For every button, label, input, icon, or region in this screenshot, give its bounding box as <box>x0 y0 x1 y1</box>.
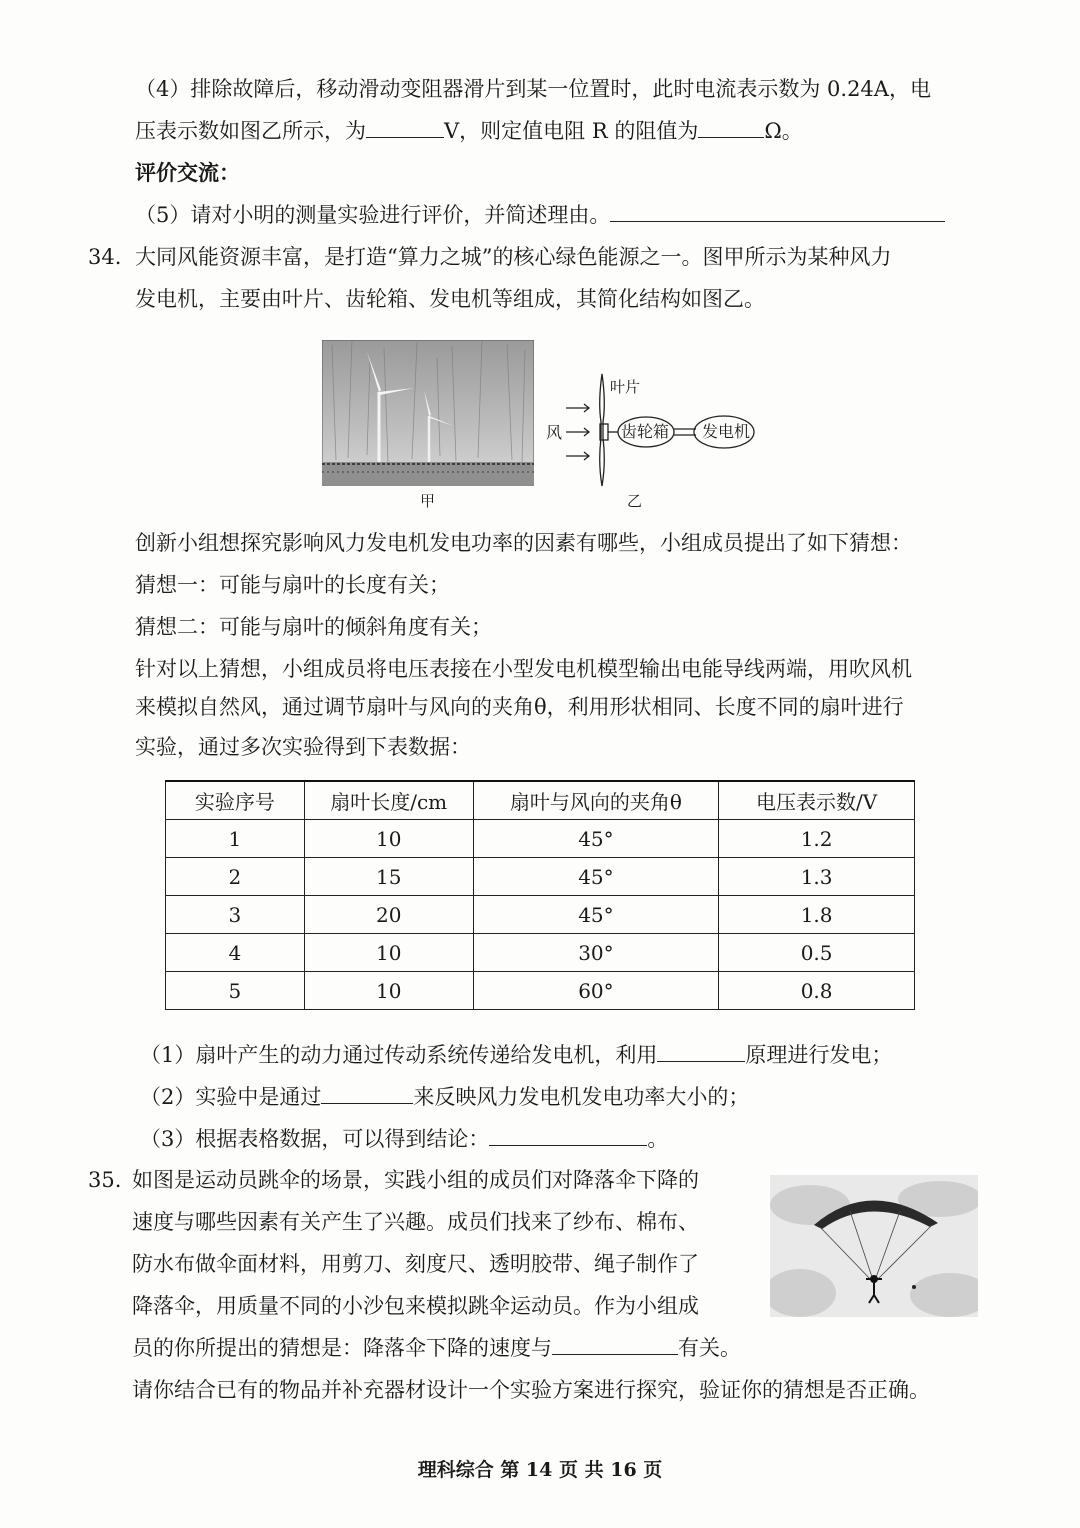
table-cell: 10 <box>304 934 473 972</box>
table-row <box>166 896 915 934</box>
table-cell: 3 <box>166 896 305 934</box>
generator-label: 发电机 <box>702 422 751 441</box>
q34-sub2-text-a: （2）实验中是通过 <box>140 1085 322 1109</box>
q33-part4-line2 <box>135 116 803 146</box>
table-cell: 4 <box>166 934 305 972</box>
table-row <box>166 972 915 1010</box>
table-cell: 1.3 <box>719 858 915 896</box>
question-34-number: 34. <box>88 245 122 269</box>
q34-text-line4: 实验，通过多次实验得到下表数据： <box>135 735 471 759</box>
q35-line4: 降落伞，用质量不同的小沙包来模拟跳伞运动员。作为小组成 <box>132 1294 699 1318</box>
q34-sub3-text-a: （3）根据表格数据，可以得到结论： <box>140 1127 490 1151</box>
table-header: 电压表示数/V <box>719 781 915 820</box>
blade-label: 叶片 <box>610 378 641 396</box>
table-cell: 45° <box>473 858 719 896</box>
wind-label: 风 <box>546 423 563 442</box>
parachute-photo <box>770 1175 978 1317</box>
table-cell: 30° <box>473 934 719 972</box>
table-cell: 10 <box>304 820 473 858</box>
q33-part5-text: （5）请对小明的测量实验进行评价，并简述理由。 <box>135 203 611 227</box>
table-header-row <box>166 781 915 820</box>
gearbox-label: 齿轮箱 <box>621 422 670 441</box>
conclusion-answer-blank[interactable] <box>489 1125 647 1146</box>
guess-1: 猜想一：可能与扇叶的长度有关； <box>135 573 450 597</box>
q34-text-line1: 创新小组想探究影响风力发电机发电功率的因素有哪些，小组成员提出了如下猜想： <box>135 531 912 555</box>
principle-answer-blank[interactable] <box>657 1041 745 1062</box>
q34-sub3-text-b: 。 <box>647 1127 669 1151</box>
table-header: 扇叶长度/cm <box>304 781 473 820</box>
table-header: 实验序号 <box>166 781 305 820</box>
q33-part5 <box>135 200 945 230</box>
figure-yi-label: 乙 <box>627 492 643 510</box>
table-row <box>166 820 915 858</box>
table-cell: 45° <box>473 896 719 934</box>
table-row <box>166 934 915 972</box>
q34-sub1-text-a: （1）扇叶产生的动力通过传动系统传递给发电机，利用 <box>140 1043 658 1067</box>
table-header: 扇叶与风向的夹角θ <box>473 781 719 820</box>
table-cell: 60° <box>473 972 719 1010</box>
q34-intro-line2: 发电机，主要由叶片、齿轮箱、发电机等组成，其简化结构如图乙。 <box>135 287 765 311</box>
q33-part4-text-a: 压表示数如图乙所示，为 <box>135 119 366 143</box>
q35-line2: 速度与哪些因素有关产生了兴趣。成员们找来了纱布、棉布、 <box>132 1210 699 1234</box>
evaluation-heading: 评价交流： <box>135 160 240 185</box>
evaluation-answer-blank[interactable] <box>610 201 945 222</box>
table-cell: 5 <box>166 972 305 1010</box>
q35-line6: 请你结合已有的物品并补充器材设计一个实验方案进行探究，验证你的猜想是否正确。 <box>132 1378 930 1402</box>
voltage-answer-blank[interactable] <box>366 117 444 138</box>
q35-line5-text-a: 员的你所提出的猜想是：降落伞下降的速度与 <box>132 1336 552 1360</box>
table-cell: 45° <box>473 820 719 858</box>
page-footer: 理科综合 第 14 页 共 16 页 <box>417 1459 663 1481</box>
table-cell: 2 <box>166 858 305 896</box>
q34-sub1 <box>140 1040 892 1070</box>
guess-2: 猜想二：可能与扇叶的倾斜角度有关； <box>135 615 492 639</box>
table-cell: 1.2 <box>719 820 915 858</box>
indicator-answer-blank[interactable] <box>321 1083 413 1104</box>
q35-line3: 防水布做伞面材料，用剪刀、刻度尺、透明胶带、绳子制作了 <box>132 1252 699 1276</box>
table-cell: 0.8 <box>719 972 915 1010</box>
table-cell: 20 <box>304 896 473 934</box>
q34-intro-line1: 大同风能资源丰富，是打造“算力之城”的核心绿色能源之一。图甲所示为某种风力 <box>135 245 892 269</box>
q33-part4-text-b: V，则定值电阻 R 的阻值为 <box>444 119 699 143</box>
table-cell: 1 <box>166 820 305 858</box>
table-cell: 1.8 <box>719 896 915 934</box>
q35-line5-text-b: 有关。 <box>678 1336 741 1360</box>
table-cell: 10 <box>304 972 473 1010</box>
q34-sub3 <box>140 1124 668 1154</box>
q34-sub2-text-b: 来反映风力发电机发电功率大小的； <box>413 1085 750 1109</box>
q35-line1: 如图是运动员跳伞的场景，实践小组的成员们对降落伞下降的 <box>132 1168 699 1192</box>
q34-sub2 <box>140 1082 749 1112</box>
q34-sub1-text-b: 原理进行发电； <box>745 1043 893 1067</box>
question-35-number: 35. <box>88 1168 122 1192</box>
q33-part4-text-c: Ω。 <box>764 119 803 143</box>
table-row <box>166 858 915 896</box>
q35-line5 <box>132 1333 741 1363</box>
q33-part4-line1: （4）排除故障后，移动滑动变阻器滑片到某一位置时，此时电流表示数为 0.24A，电 <box>135 77 931 101</box>
table-cell: 0.5 <box>719 934 915 972</box>
table-cell: 15 <box>304 858 473 896</box>
resistance-answer-blank[interactable] <box>698 117 764 138</box>
q34-text-line2: 针对以上猜想，小组成员将电压表接在小型发电机模型输出电能导线两端，用吹风机 <box>135 657 912 681</box>
experiment-data-table <box>165 780 915 1010</box>
hypothesis-answer-blank[interactable] <box>552 1334 678 1355</box>
figure-jia-label: 甲 <box>420 492 436 510</box>
wind-turbine-photo <box>322 340 534 486</box>
q34-text-line3: 来模拟自然风，通过调节扇叶与风向的夹角θ，利用形状相同、长度不同的扇叶进行 <box>135 695 904 719</box>
